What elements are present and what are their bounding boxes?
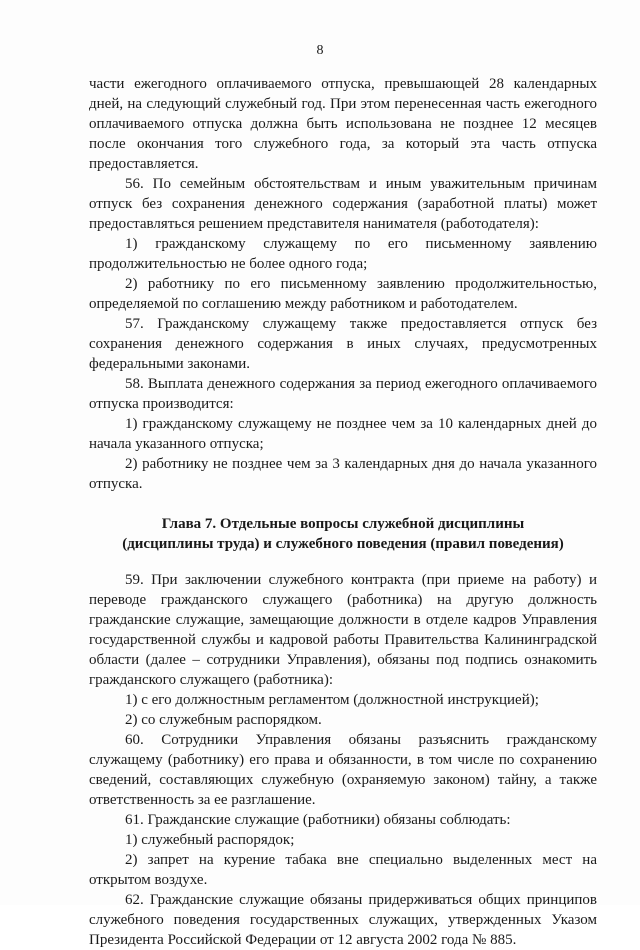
paragraph-58-item-1: 1) гражданскому служащему не позднее чем за 10 календарных дней до начала указанного отпуска; [89,416,597,452]
paragraph-57: 57. Гражданскому служащему также предоставляется отпуск без сохранения денежного содержания в иных случаях, предусмотренных федеральными законами. [89,316,597,372]
paragraph-continuation: части ежегодного оплачиваемого отпуска, превышающей 28 календарных дней, на следующий служебный год. При этом перенесенная часть ежегодного оплачиваемого отпуска должна быть использована не позднее 12 месяцев после окончания того служебного года, за который эта часть отпуска предоставляется. [89,76,597,172]
chapter-title-line-2: (дисциплины труда) и служебного поведения (правил поведения) [122,536,564,552]
paragraph-62: 62. Гражданские служащие обязаны придерживаться общих принципов служебного поведения государственных служащих, утвержденных Указом Президента Российской Федерации от 12 августа 2002 года № 885. [89,892,597,948]
page-number: 8 [316,43,324,58]
paragraph-56: 56. По семейным обстоятельствам и иным уважительным причинам отпуск без сохранения денежного содержания (заработной платы) может предоставляться решением представителя нанимателя (работодателя): [89,176,597,232]
paragraph-61-item-1: 1) служебный распорядок; [125,832,295,848]
paragraph-58-item-2: 2) работнику не позднее чем за 3 календарных дня до начала указанного отпуска. [89,456,597,492]
document-body [89,74,597,950]
paragraph-61-item-2: 2) запрет на курение табака вне специально выделенных мест на открытом воздухе. [89,852,597,888]
paragraph-60: 60. Сотрудники Управления обязаны разъяснить гражданскому служащему (работнику) его права и обязанности, в том числе по сохранению сведений, составляющих служебную (охраняемую законом) тайну, а также ответственность за ее разглашение. [89,732,597,808]
paragraph-56-item-2: 2) работнику по его письменному заявлению продолжительностью, определяемой по соглашению между работником и работодателем. [89,276,597,312]
paragraph-59-item-1: 1) с его должностным регламентом (должностной инструкцией); [125,692,539,708]
chapter-title-line-1: Глава 7. Отдельные вопросы служебной дисциплины [161,516,525,532]
paragraph-59-item-2: 2) со служебным распорядком. [125,712,322,728]
paragraph-61: 61. Гражданские служащие (работники) обязаны соблюдать: [125,812,511,828]
chapter-heading [89,514,597,554]
paragraph-59: 59. При заключении служебного контракта (при приеме на работу) и переводе гражданского служащего (работника) на другую должность гражданские служащие, замещающие должности в отделе кадров Управления государственной службы и кадровой работы Правительства Калининградской области (далее – сотрудники Управления), обязаны под подпись ознакомить гражданского служащего (работника): [89,572,597,688]
paragraph-56-item-1: 1) гражданскому служащему по его письменному заявлению продолжительностью не более одного года; [89,236,597,272]
paragraph-58: 58. Выплата денежного содержания за период ежегодного оплачиваемого отпуска производится: [89,376,597,412]
